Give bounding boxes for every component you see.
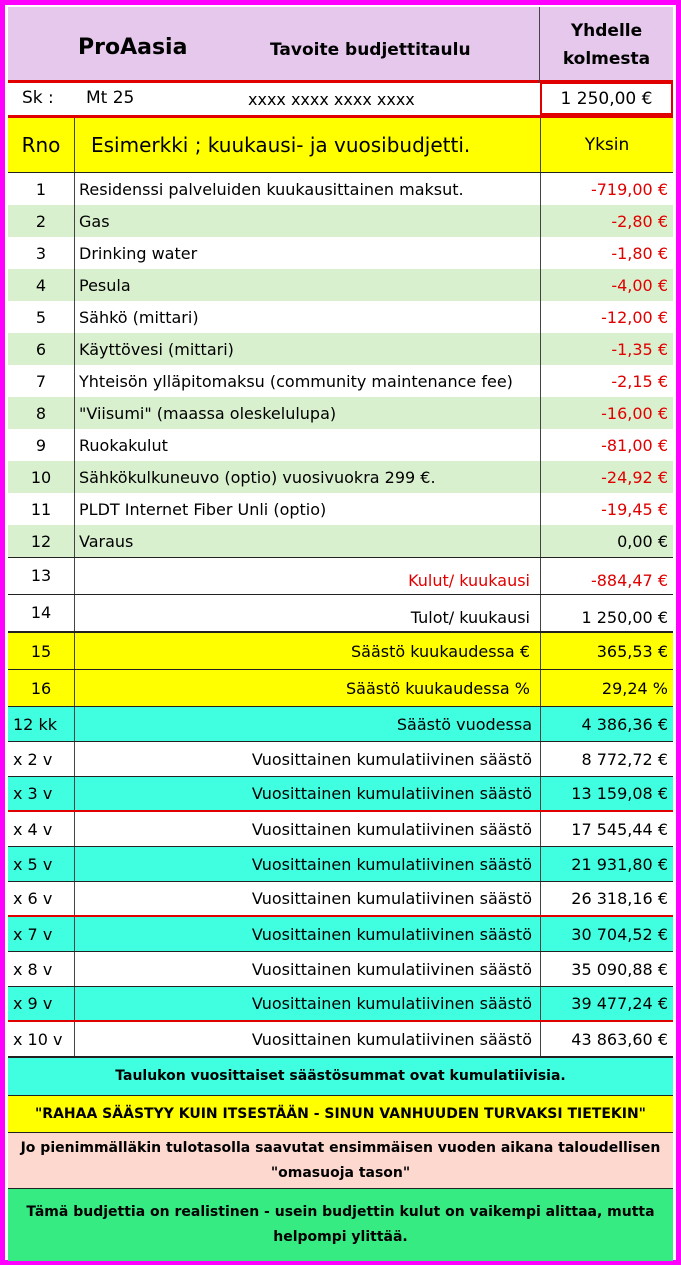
yearly-amount[interactable]: 43 863,60 € xyxy=(540,1022,673,1056)
account-row xyxy=(8,83,673,115)
table-row xyxy=(8,205,673,237)
note-realistic-line-1: Tämä budjettia on realistinen - usein budjettin kulut on vaikempi alittaa, mutta xyxy=(26,1204,655,1220)
expenses-total-row xyxy=(8,557,673,595)
item-label: "Viisumi" (maassa oleskelulupa) xyxy=(74,397,540,429)
row-number: 5 xyxy=(35,307,47,327)
col-description: Esimerkki ; kuukausi- ja vuosibudjetti. xyxy=(74,118,540,172)
yearly-label: Vuosittainen kumulatiivinen säästö xyxy=(74,847,540,881)
item-label: Käyttövesi (mittari) xyxy=(74,333,540,365)
account-number: Mt 25 xyxy=(86,88,135,108)
yearly-label: Vuosittainen kumulatiivinen säästö xyxy=(74,1022,540,1056)
monthly-saving-pct-row xyxy=(8,670,673,707)
period: x 10 v xyxy=(13,1029,63,1049)
brand-title: ProAasia xyxy=(78,35,188,60)
monthly-saving-pct-label: Säästö kuukaudessa % xyxy=(74,670,540,706)
period: x 8 v xyxy=(13,959,53,979)
monthly-saving-pct-value[interactable]: 29,24 % xyxy=(540,670,673,706)
row-number: 10 xyxy=(30,467,52,487)
yearly-amount[interactable]: 35 090,88 € xyxy=(540,952,673,986)
item-label: Residenssi palveluiden kuukausittainen maksut. xyxy=(74,173,540,205)
item-label: PLDT Internet Fiber Unli (optio) xyxy=(74,493,540,525)
item-label: Drinking water xyxy=(74,237,540,269)
period: x 6 v xyxy=(13,889,53,908)
note-realistic-line-2: helpompi ylittää. xyxy=(273,1229,408,1245)
note-first-year-line-2: "omasuoja tason" xyxy=(270,1164,411,1181)
expenses-total-value[interactable]: -884,47 € xyxy=(540,558,673,594)
yearly-label: Vuosittainen kumulatiivinen säästö xyxy=(74,987,540,1020)
income-total-label: Tulot/ kuukausi xyxy=(74,595,540,631)
yearly-amount[interactable]: 13 159,08 € xyxy=(540,777,673,810)
row-number: 4 xyxy=(35,275,47,295)
share-line-1: Yhdelle xyxy=(570,21,643,41)
expenses-total-label: Kulut/ kuukausi xyxy=(74,558,540,594)
yearly-amount[interactable]: 4 386,36 € xyxy=(540,707,673,741)
table-row xyxy=(8,269,673,301)
note-slogan: "RAHAA SÄÄSTYY KUIN ITSESTÄÄN - SINUN VANHUUDEN TURVAKSI TIETEKIN" xyxy=(8,1095,673,1132)
income-total-value[interactable]: 1 250,00 € xyxy=(540,595,673,631)
column-header-row xyxy=(8,115,673,173)
item-amount[interactable]: -2,15 € xyxy=(540,365,673,397)
period: x 9 v xyxy=(13,994,53,1013)
table-row xyxy=(8,333,673,365)
table-row xyxy=(8,397,673,429)
row-number: 1 xyxy=(35,179,47,199)
yearly-amount[interactable]: 21 931,80 € xyxy=(540,847,673,881)
yearly-label: Vuosittainen kumulatiivinen säästö xyxy=(74,777,540,810)
share-line-2: kolmesta xyxy=(562,49,651,69)
item-label: Yhteisön ylläpitomaksu (community maintenance fee) xyxy=(74,365,540,397)
row-number: 9 xyxy=(35,435,47,455)
table-row xyxy=(8,917,673,952)
expense-list xyxy=(8,173,673,557)
yearly-label: Vuosittainen kumulatiivinen säästö xyxy=(74,812,540,846)
yearly-label: Vuosittainen kumulatiivinen säästö xyxy=(74,952,540,986)
period: 12 kk xyxy=(13,714,57,734)
col-rno: Rno xyxy=(21,133,61,157)
sheet-title: Tavoite budjettitaulu xyxy=(270,40,471,60)
period: x 5 v xyxy=(13,854,53,874)
item-amount[interactable]: -24,92 € xyxy=(540,461,673,493)
col-amount: Yksin xyxy=(540,118,673,172)
table-row xyxy=(8,742,673,777)
note-realistic xyxy=(8,1188,673,1261)
item-amount[interactable]: -12,00 € xyxy=(540,301,673,333)
item-amount[interactable]: -4,00 € xyxy=(540,269,673,301)
row-number: 13 xyxy=(30,566,52,585)
row-number: 15 xyxy=(30,641,52,661)
yearly-label: Vuosittainen kumulatiivinen säästö xyxy=(74,917,540,951)
table-row xyxy=(8,882,673,917)
table-row xyxy=(8,1022,673,1057)
item-label: Gas xyxy=(74,205,540,237)
item-label: Sähkö (mittari) xyxy=(74,301,540,333)
yearly-savings-list xyxy=(8,707,673,1057)
yearly-label: Säästö vuodessa xyxy=(74,707,540,741)
period: x 7 v xyxy=(13,924,53,944)
table-row xyxy=(8,365,673,397)
period: x 4 v xyxy=(13,819,53,839)
period: x 3 v xyxy=(13,784,53,803)
table-row xyxy=(8,987,673,1022)
note-cumulative: Taulukon vuosittaiset säästösummat ovat kumulatiivisia. xyxy=(8,1057,673,1095)
income-highlight[interactable]: 1 250,00 € xyxy=(540,82,673,115)
table-row xyxy=(8,847,673,882)
item-label: Pesula xyxy=(74,269,540,301)
table-row xyxy=(8,525,673,557)
yearly-amount[interactable]: 30 704,52 € xyxy=(540,917,673,951)
card-number: xxxx xxxx xxxx xxxx xyxy=(248,90,415,109)
yearly-amount[interactable]: 26 318,16 € xyxy=(540,882,673,915)
table-row xyxy=(8,777,673,812)
budget-sheet xyxy=(8,7,673,1261)
item-amount[interactable]: -2,80 € xyxy=(540,205,673,237)
table-row xyxy=(8,429,673,461)
yearly-amount[interactable]: 17 545,44 € xyxy=(540,812,673,846)
table-row xyxy=(8,301,673,333)
yearly-label: Vuosittainen kumulatiivinen säästö xyxy=(74,882,540,915)
share-header xyxy=(539,7,673,83)
table-row xyxy=(8,173,673,205)
account-label: Sk : xyxy=(22,88,54,108)
item-amount[interactable]: -16,00 € xyxy=(540,397,673,429)
table-row xyxy=(8,812,673,847)
period: x 2 v xyxy=(13,749,53,769)
item-label: Ruokakulut xyxy=(74,429,540,461)
income-total-row xyxy=(8,595,673,633)
monthly-saving-eur-label: Säästö kuukaudessa € xyxy=(74,633,540,669)
row-number: 14 xyxy=(30,603,52,622)
item-label: Varaus xyxy=(74,525,540,557)
row-number: 7 xyxy=(35,371,47,391)
item-amount[interactable]: -81,00 € xyxy=(540,429,673,461)
table-row xyxy=(8,493,673,525)
table-row xyxy=(8,952,673,987)
monthly-saving-eur-row xyxy=(8,633,673,670)
row-number: 2 xyxy=(35,211,47,231)
yearly-label: Vuosittainen kumulatiivinen säästö xyxy=(74,742,540,776)
row-number: 16 xyxy=(30,678,52,698)
note-first-year xyxy=(8,1132,673,1188)
row-number: 11 xyxy=(30,499,52,519)
item-amount[interactable]: -1,80 € xyxy=(540,237,673,269)
table-row xyxy=(8,707,673,742)
row-number: 12 xyxy=(30,531,52,551)
row-number: 8 xyxy=(35,403,47,423)
monthly-saving-eur-value[interactable]: 365,53 € xyxy=(540,633,673,669)
item-label: Sähkökulkuneuvo (optio) vuosivuokra 299 €. xyxy=(74,461,540,493)
item-amount[interactable]: 0,00 € xyxy=(540,525,673,557)
note-first-year-line-1: Jo pienimmälläkin tulotasolla saavutat ensimmäisen vuoden aikana taloudellisen xyxy=(20,1139,661,1156)
row-number: 3 xyxy=(35,243,47,263)
item-amount[interactable]: -1,35 € xyxy=(540,333,673,365)
yearly-amount[interactable]: 39 477,24 € xyxy=(540,987,673,1020)
item-amount[interactable]: -19,45 € xyxy=(540,493,673,525)
yearly-amount[interactable]: 8 772,72 € xyxy=(540,742,673,776)
header-row xyxy=(8,7,673,83)
table-row xyxy=(8,237,673,269)
item-amount[interactable]: -719,00 € xyxy=(540,173,673,205)
table-row xyxy=(8,461,673,493)
row-number: 6 xyxy=(35,339,47,359)
